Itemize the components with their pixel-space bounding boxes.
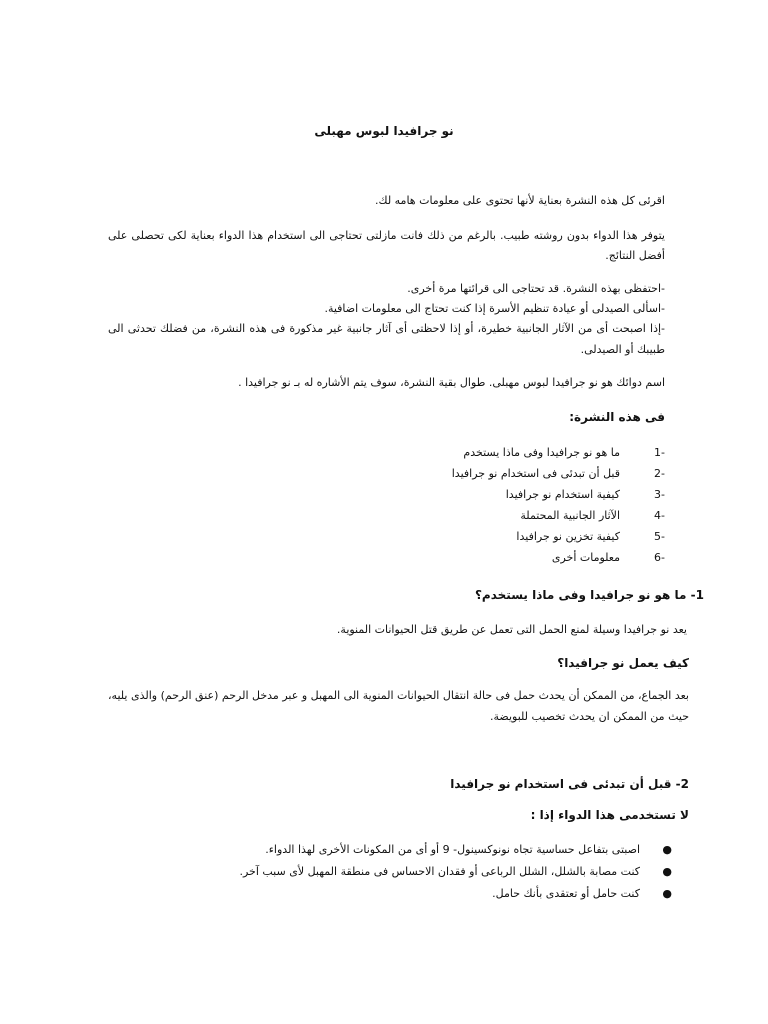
toc-item [452,505,665,526]
note-side-effects: -إذا اصبحت أى من الآثار الجانبية خطيرة، أو إذا لاحظتى أى آثار جانبية غير مذكورة فى هذه النشرة، من فضلك تحدثى الى طبيبك أو الصيدلى. [108,322,665,356]
toc-item-number: -3 [654,488,665,501]
toc-item-label: ما هو نو جرافيدا وفى ماذا يستخدم [463,446,620,459]
toc-item-number: -1 [654,446,665,459]
toc-item [452,526,665,547]
list-item [239,839,672,861]
toc-item [452,463,665,484]
bullet-icon: ● [662,887,672,900]
toc-item-label: كيفية استخدام نو جرافيدا [505,488,620,501]
toc-item-number: -2 [654,467,665,480]
toc-item-label: قبل أن تبدئى فى استخدام نو جرافيدا [451,467,620,480]
toc-item-label: معلومات أخرى [551,551,620,564]
how-it-works-heading: كيف يعمل نو جرافيدا؟ [557,656,689,670]
toc-item-label: الآثار الجانبية المحتملة [520,509,620,522]
contraindications-list [239,839,672,905]
note-ask-pharmacist: -اسألى الصيدلى أو عيادة تنظيم الأسرة إذا كنت تحتاج الى معلومات اضافية. [324,302,665,315]
toc-heading: فى هذه النشرة: [569,410,665,424]
toc-item-number: -5 [654,530,665,543]
list-item-text: كنت مصابة بالشلل، الشلل الرباعى أو فقدان الاحساس فى منطقة المهبل لأى سبب آخر. [239,865,640,878]
toc-item-number: -6 [654,551,665,564]
section-1-body: يعد نو جرافيدا وسيلة لمنع الحمل التى تعمل عن طريق قتل الحيوانات المنوية. [336,623,687,636]
list-item [239,861,672,883]
section-2-heading: 2- قبل أن تبدئى فى استخدام نو جرافيدا [450,777,689,791]
toc-item-label: كيفية تخزين نو جرافيدا [516,530,620,543]
table-of-contents [452,442,665,568]
toc-item [452,484,665,505]
toc-item-number: -4 [654,509,665,522]
note-keep-leaflet: -احتفظى بهذه النشرة. قد تحتاجى الى قرائتها مرة أخرى. [407,282,665,295]
page-title: نو جرافيدا لبوس مهبلى [314,124,454,138]
section-1-heading: 1- ما هو نو جرافيدا وفى ماذا يستخدم؟ [474,588,704,602]
toc-item [452,442,665,463]
list-item [239,883,672,905]
list-item-text: كنت حامل أو تعتقدى بأنك حامل. [492,887,640,900]
how-it-works-body: بعد الجماع، من الممكن أن يحدث حمل فى حالة انتقال الحيوانات المنوية الى المهبل و عبر مدخل الرحم (عنق الرحم) والذى يليه، حيث من الممكن ان يحدث تخصيب للبويضة. [108,689,689,723]
bullet-icon: ● [662,865,672,878]
bullet-icon: ● [662,843,672,856]
drug-name-note: اسم دوائك هو نو جرافيدا لبوس مهبلى. طوال بقية النشرة، سوف يتم الأشاره له بـ نو جرافيدا . [238,376,665,389]
toc-item [452,547,665,568]
availability-paragraph: يتوفر هذا الدواء بدون روشته طبيب. بالرغم من ذلك فانت مازلتى تحتاجى الى استخدام هذا الدواء بعناية لكى تحصلى على أفضل النتائج. [108,229,665,262]
list-item-text: اصبتى بتفاعل حساسية تجاه نونوكسينول- 9 أو أى من المكونات الأخرى لهذا الدواء. [265,843,640,856]
section-2-subheading: لا تستخدمى هذا الدواء إذا : [530,808,689,822]
intro-text: اقرئى كل هذه النشرة بعناية لأنها تحتوى على معلومات هامه لك. [375,194,665,207]
